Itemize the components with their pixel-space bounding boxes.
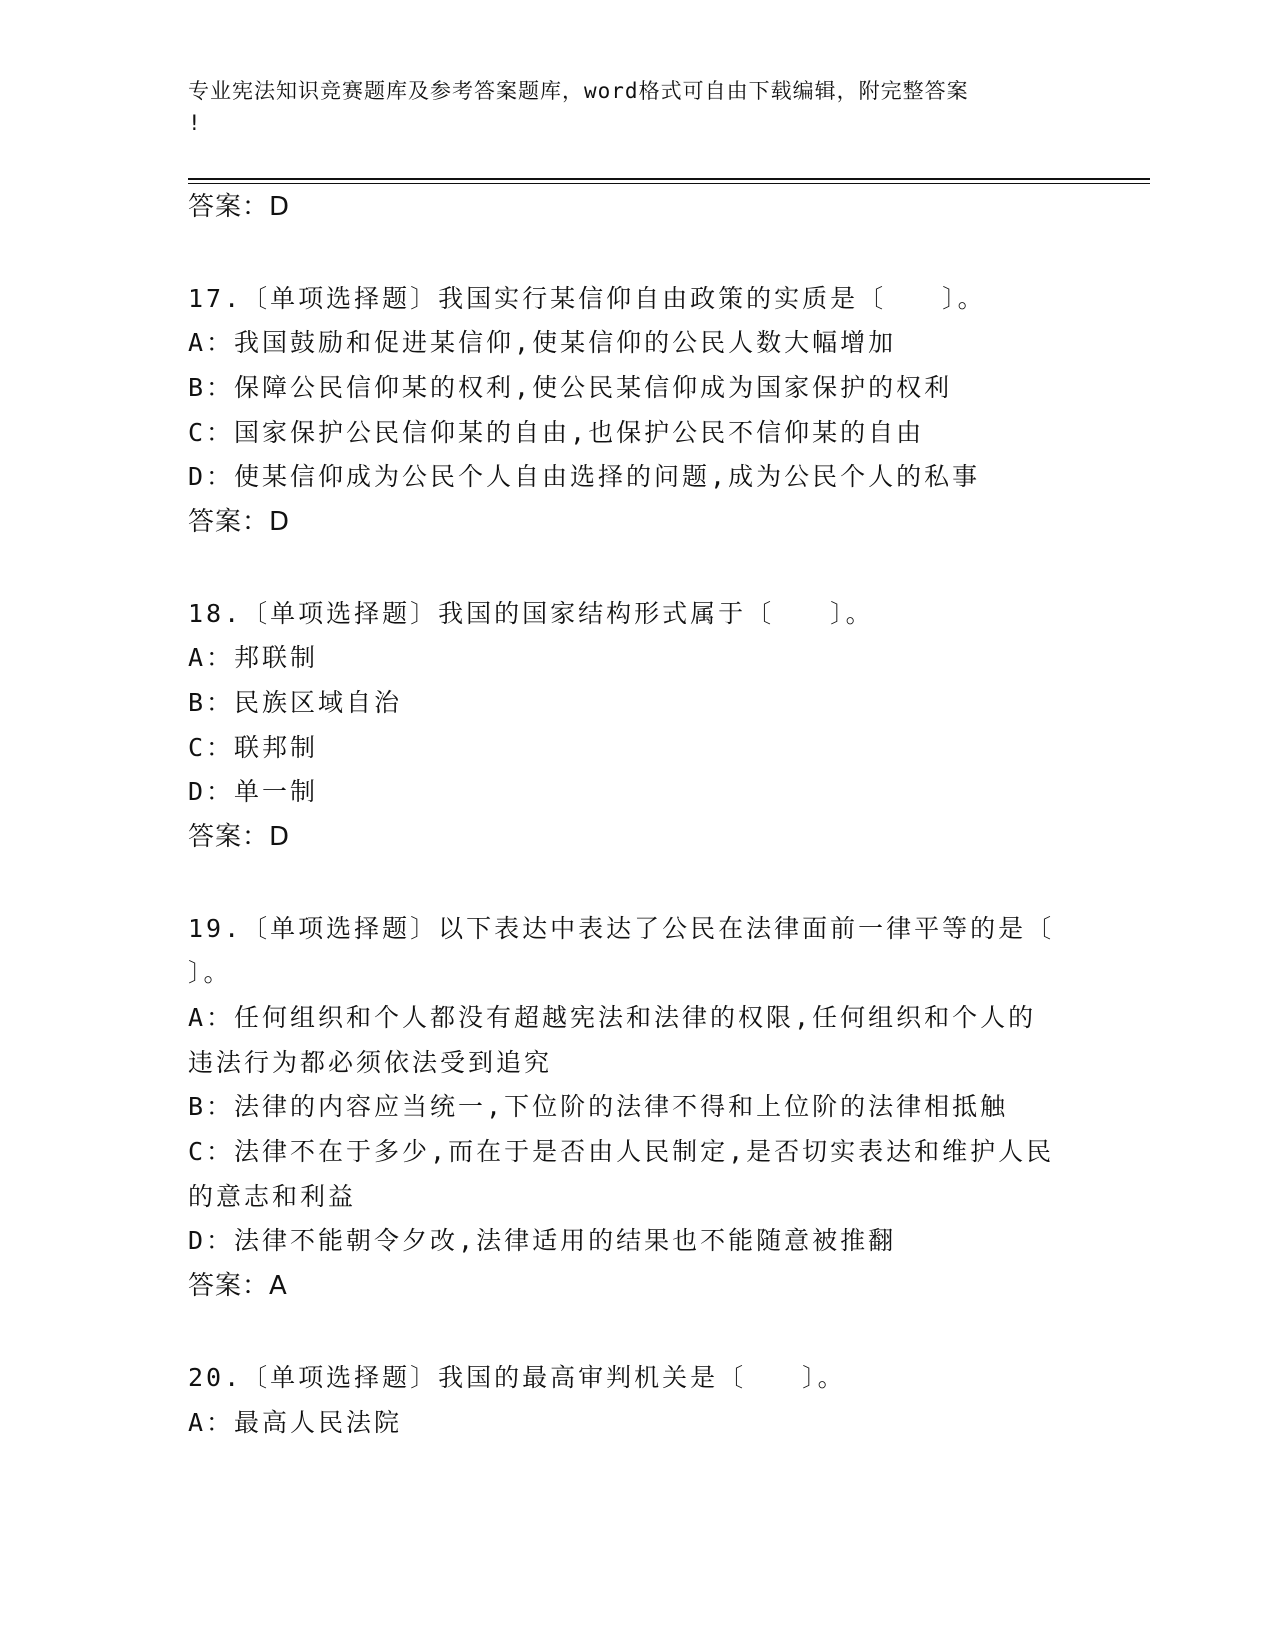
header-note-line-1: 专业宪法知识竞赛题库及参考答案题库，word格式可自由下载编辑，附完整答案 xyxy=(188,79,969,103)
question-17-option-a: A：我国鼓励和促进某信仰,使某信仰的公民人数大幅增加 xyxy=(188,328,897,357)
question-19-option-b: B：法律的内容应当统一,下位阶的法律不得和上位阶的法律相抵触 xyxy=(188,1092,1009,1121)
question-17-option-b: B：保障公民信仰某的权利,使公民某信仰成为国家保护的权利 xyxy=(188,373,953,402)
question-20-option-a: A：最高人民法院 xyxy=(188,1408,403,1437)
answer-q17: 答案：D xyxy=(188,507,291,537)
question-17-stem: 17.〔单项选择题〕我国实行某信仰自由政策的实质是〔 〕。 xyxy=(188,284,986,313)
question-19-stem-line-1: 19.〔单项选择题〕以下表达中表达了公民在法律面前一律平等的是〔 xyxy=(188,914,1055,943)
document-header-note xyxy=(188,75,1068,139)
question-19-option-c-line-1: C：法律不在于多少,而在于是否由人民制定,是否切实表达和维护人民 xyxy=(188,1137,1055,1166)
header-note-line-2: ! xyxy=(188,111,202,135)
question-19-option-c-line-2: 的意志和利益 xyxy=(188,1182,357,1211)
question-20-stem: 20.〔单项选择题〕我国的最高审判机关是〔 〕。 xyxy=(188,1363,846,1392)
question-19-stem-line-2: 〕。 xyxy=(188,958,232,987)
question-17-option-d: D：使某信仰成为公民个人自由选择的问题,成为公民个人的私事 xyxy=(188,462,981,491)
question-18-option-c: C：联邦制 xyxy=(188,733,319,762)
question-19-option-a-line-1: A：任何组织和个人都没有超越宪法和法律的权限,任何组织和个人的 xyxy=(188,1003,1037,1032)
question-19-option-d: D：法律不能朝令夕改,法律适用的结果也不能随意被推翻 xyxy=(188,1226,897,1255)
question-18-option-b: B：民族区域自治 xyxy=(188,688,403,717)
question-17-option-c: C：国家保护公民信仰某的自由,也保护公民不信仰某的自由 xyxy=(188,418,925,447)
header-divider-thick xyxy=(188,178,1150,180)
question-18-stem: 18.〔单项选择题〕我国的国家结构形式属于〔 〕。 xyxy=(188,599,874,628)
question-18-option-d: D：单一制 xyxy=(188,777,319,806)
question-19-option-a-line-2: 违法行为都必须依法受到追究 xyxy=(188,1048,553,1077)
answer-q16: 答案：D xyxy=(188,192,291,222)
question-18-option-a: A：邦联制 xyxy=(188,643,319,672)
header-divider-thin xyxy=(188,183,1150,184)
answer-q19: 答案：A xyxy=(188,1271,288,1301)
answer-q18: 答案：D xyxy=(188,822,291,852)
